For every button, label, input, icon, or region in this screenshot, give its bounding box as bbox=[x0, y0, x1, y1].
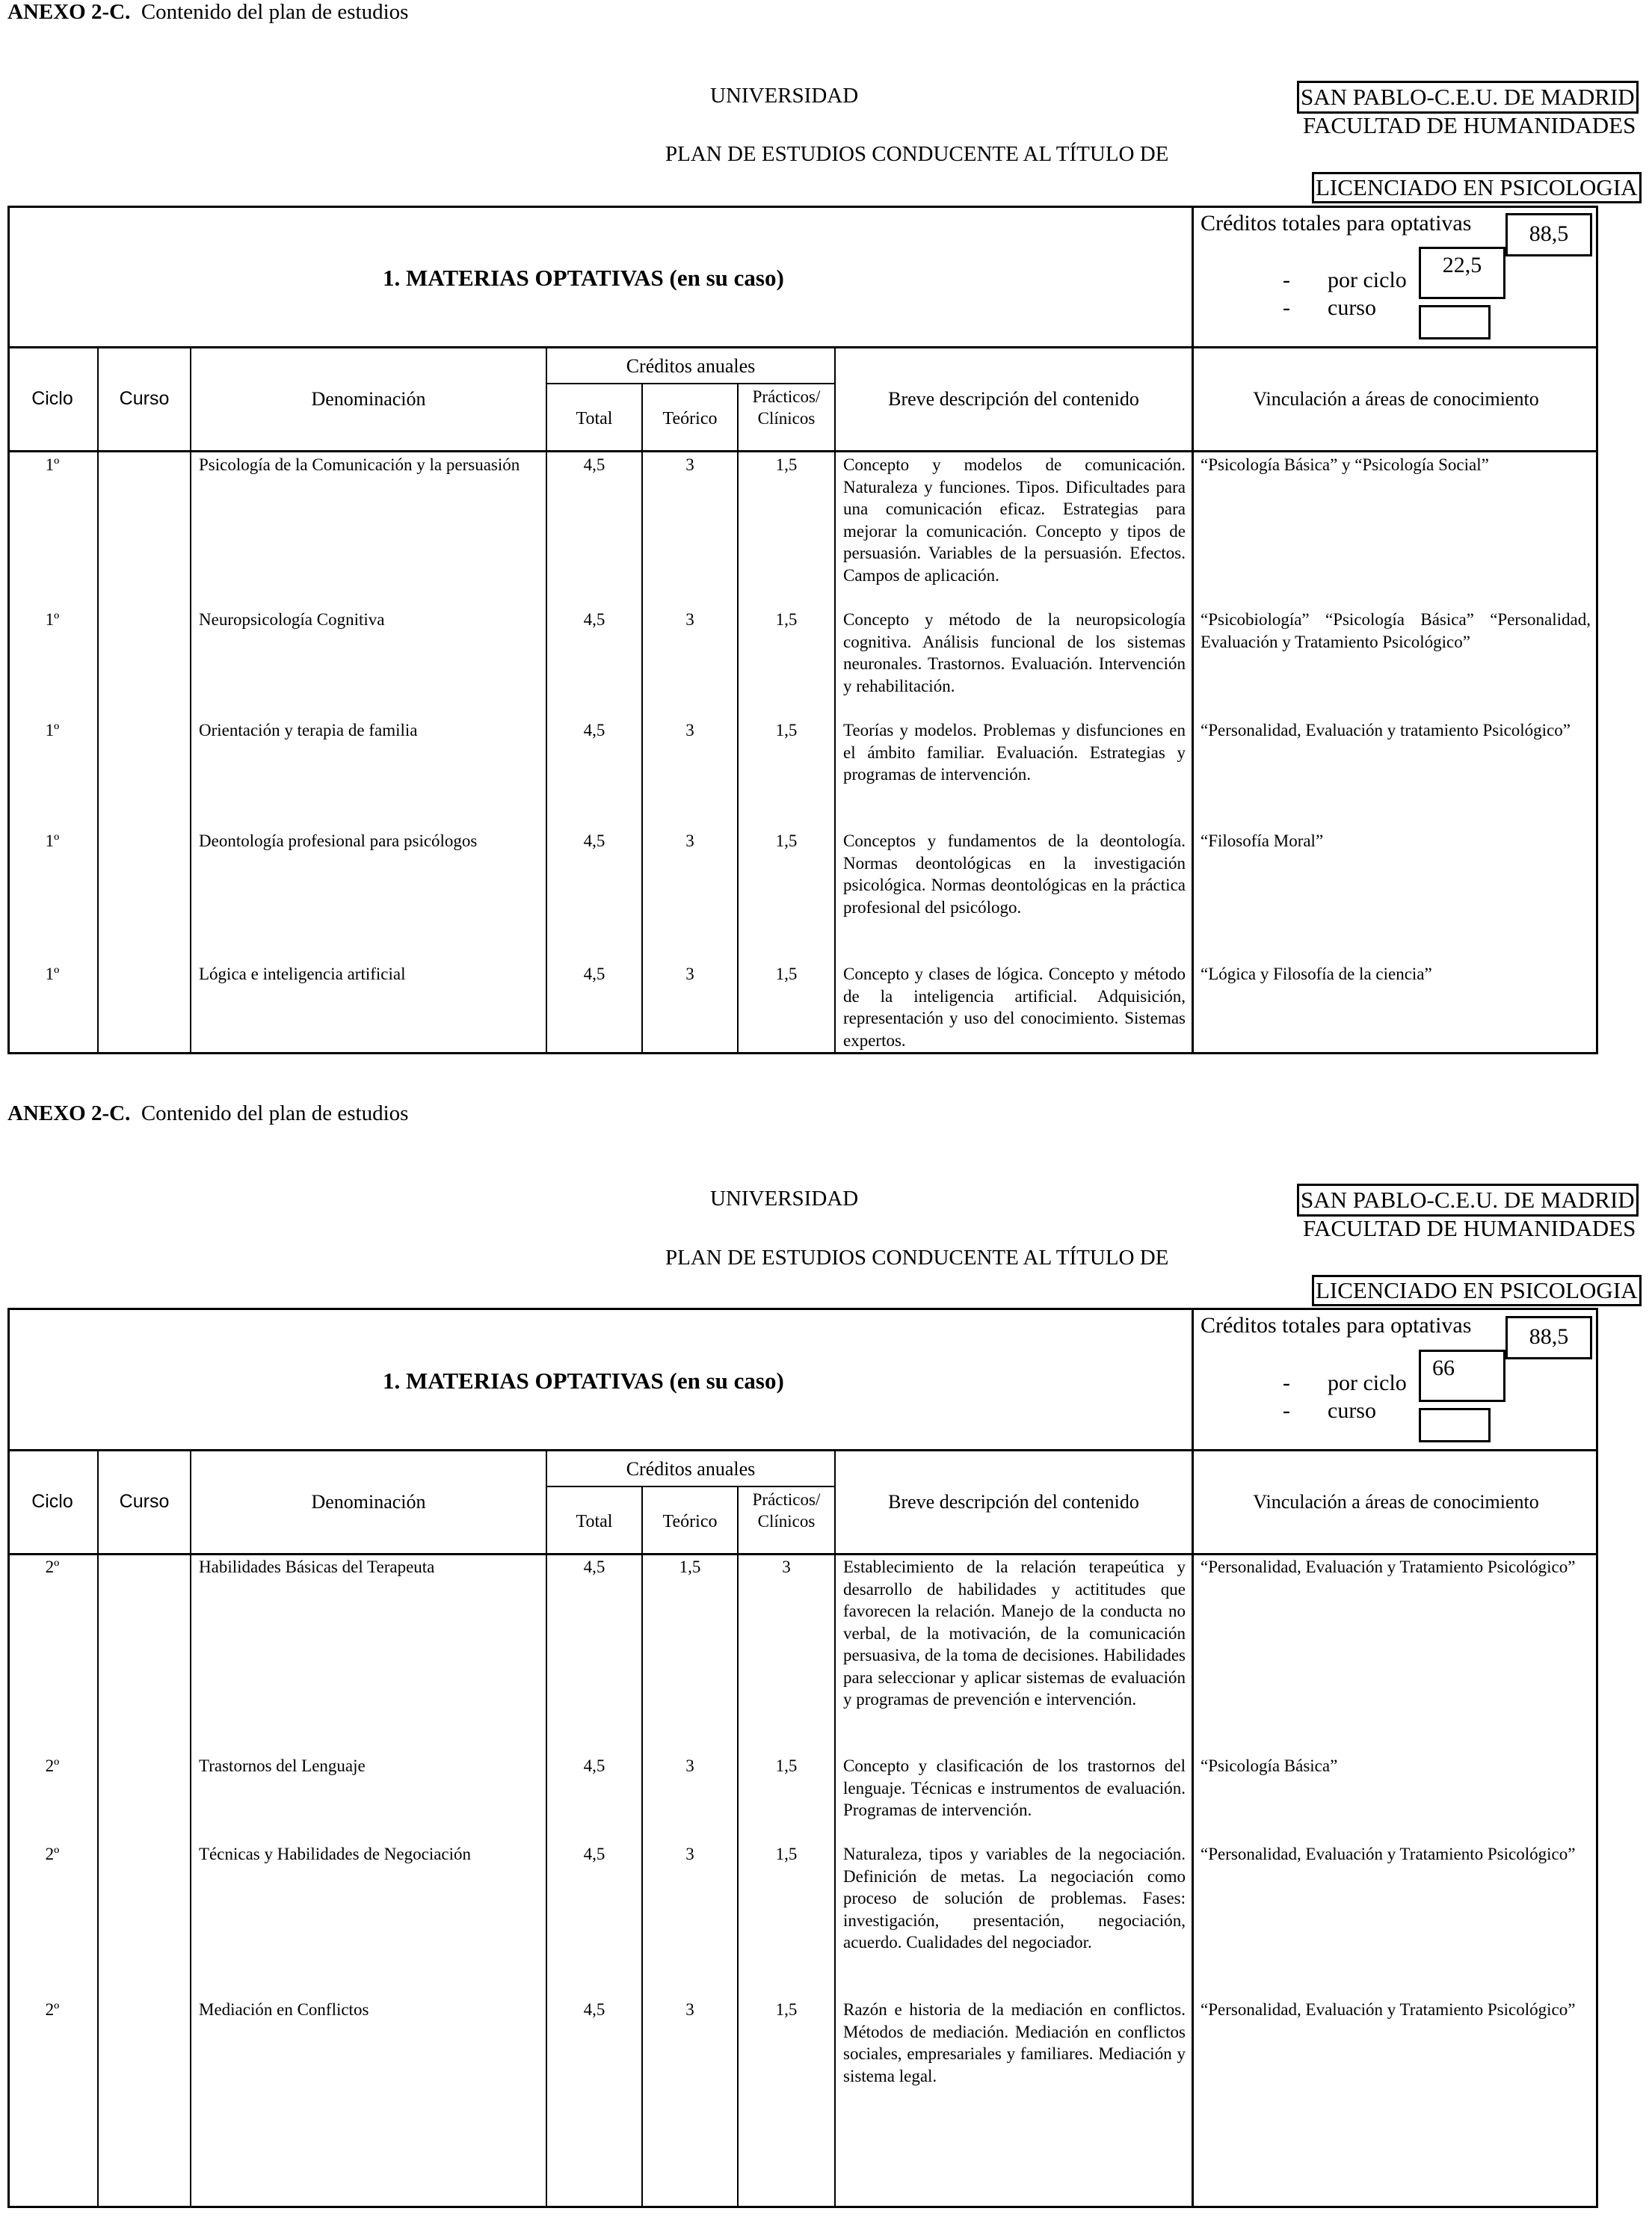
table-rule bbox=[737, 383, 739, 1054]
plan-label: PLAN DE ESTUDIOS CONDUCENTE AL TÍTULO DE bbox=[665, 142, 1169, 166]
universidad-name: SAN PABLO-C.E.U. DE MADRID bbox=[1297, 81, 1639, 114]
header-curso: Curso bbox=[119, 1491, 170, 1512]
table-rule bbox=[97, 1449, 99, 2208]
header-total: Total bbox=[576, 409, 613, 428]
cell-ciclo: 1º bbox=[45, 455, 60, 474]
cell-teorico: 3 bbox=[685, 1756, 694, 1775]
cell-ciclo: 2º bbox=[45, 1558, 60, 1576]
header-teorico: Teórico bbox=[662, 409, 718, 428]
curso-label: curso bbox=[1328, 1398, 1376, 1423]
table-rule bbox=[546, 1486, 834, 1487]
header-practicos: Prácticos/ bbox=[752, 387, 821, 406]
cell-descripcion: Conceptos y fundamentos de la deontología. Normas deontológicas en la investigación psicológica. Normas deontológicas en la práctica profesional del psicólogo. bbox=[843, 831, 1186, 917]
header-teorico: Teórico bbox=[662, 1512, 718, 1531]
cell-teorico: 3 bbox=[685, 1845, 694, 1863]
table-rule bbox=[546, 346, 547, 1054]
cell-ciclo: 1º bbox=[45, 721, 60, 740]
cell-vinculacion: “Personalidad, Evaluación y Tratamiento Psicológico” bbox=[1201, 1558, 1576, 1576]
table-rule bbox=[834, 1449, 836, 2208]
cell-practicos: 1,5 bbox=[775, 2000, 798, 2019]
cell-vinculacion: “Personalidad, Evaluación y Tratamiento Psicológico” bbox=[1201, 2000, 1576, 2019]
curso-label: curso bbox=[1328, 295, 1376, 320]
cell-ciclo: 2º bbox=[45, 2000, 60, 2019]
cell-vinculacion: “Psicología Básica” bbox=[1201, 1756, 1338, 1775]
header-ciclo: Ciclo bbox=[31, 1491, 73, 1512]
header-creditos-anuales: Créditos anuales bbox=[626, 355, 756, 377]
cell-denominacion: Psicología de la Comunicación y la persuasión bbox=[199, 455, 520, 474]
cell-practicos: 1,5 bbox=[775, 1845, 798, 1863]
por-ciclo-label: por ciclo bbox=[1328, 268, 1407, 292]
cell-practicos: 1,5 bbox=[775, 455, 798, 474]
table-rule bbox=[834, 346, 836, 1054]
cell-practicos: 3 bbox=[782, 1558, 791, 1576]
cell-denominacion: Lógica e inteligencia artificial bbox=[199, 965, 406, 983]
table-rule bbox=[641, 383, 643, 1054]
cell-denominacion: Mediación en Conflictos bbox=[199, 2000, 369, 2019]
cell-practicos: 1,5 bbox=[775, 831, 798, 850]
titulo-name: LICENCIADO EN PSICOLOGIA bbox=[1312, 1275, 1642, 1306]
por-ciclo-label: por ciclo bbox=[1328, 1371, 1407, 1395]
cell-practicos: 1,5 bbox=[775, 610, 798, 629]
header-vinculacion: Vinculación a áreas de conocimiento bbox=[1253, 1491, 1539, 1513]
table-rule bbox=[7, 450, 1598, 452]
cell-descripcion: Naturaleza, tipos y variables de la negociación. Definición de metas. La negociación como proceso de solución de problemas. Fases: investigación, presentación, negociación, acuerdo. Cualidades del negociador. bbox=[843, 1845, 1186, 1952]
facultad-name: FACULTAD DE HUMANIDADES bbox=[1303, 112, 1636, 138]
cell-practicos: 1,5 bbox=[775, 721, 798, 740]
table-rule bbox=[7, 1553, 1598, 1555]
creditos-total-box: 88,5 bbox=[1505, 213, 1592, 256]
anexo-heading: ANEXO 2-C. Contenido del plan de estudios bbox=[7, 0, 409, 24]
header-practicos: Prácticos/ bbox=[752, 1490, 821, 1509]
por-ciclo-box: 66 bbox=[1419, 1350, 1505, 1402]
table-rule bbox=[7, 1449, 1598, 1451]
header-clinicos: Clínicos bbox=[757, 1512, 816, 1531]
cell-teorico: 3 bbox=[685, 610, 694, 629]
cell-teorico: 3 bbox=[685, 455, 694, 474]
curso-box bbox=[1419, 305, 1491, 339]
cell-practicos: 1,5 bbox=[775, 965, 798, 983]
cell-descripcion: Establecimiento de la relación terapeútica y desarrollo de habilidades y actititudes que favorecen la relación. Manejo de la conducta no verbal, de la motivación, de la comunicación persuasiva, de la toma de decisiones. Habilidades para seleccionar y aplicar sistemas de evaluación y programas de prevención e intervención. bbox=[843, 1558, 1186, 1709]
universidad-name: SAN PABLO-C.E.U. DE MADRID bbox=[1297, 1184, 1639, 1217]
cell-total: 4,5 bbox=[583, 721, 605, 740]
cell-ciclo: 2º bbox=[45, 1756, 60, 1775]
cell-denominacion: Habilidades Básicas del Terapeuta bbox=[199, 1558, 435, 1576]
cell-teorico: 1,5 bbox=[679, 1558, 701, 1576]
table-rule bbox=[97, 346, 99, 1054]
anexo-heading: ANEXO 2-C. Contenido del plan de estudios bbox=[7, 1101, 409, 1125]
cell-teorico: 3 bbox=[685, 721, 694, 740]
cell-denominacion: Neuropsicología Cognitiva bbox=[199, 610, 385, 629]
header-denominacion: Denominación bbox=[311, 1491, 426, 1513]
cell-descripcion: Concepto y método de la neuropsicología cognitiva. Análisis funcional de los sistemas neuronales. Trastornos. Evaluación. Intervención y rehabilitación. bbox=[843, 610, 1186, 695]
cell-total: 4,5 bbox=[583, 831, 605, 850]
header-creditos-anuales: Créditos anuales bbox=[626, 1458, 756, 1480]
cell-vinculacion: “Filosofía Moral” bbox=[1201, 831, 1324, 850]
cell-vinculacion: “Personalidad, Evaluación y Tratamiento Psicológico” bbox=[1201, 1845, 1576, 1863]
cell-ciclo: 1º bbox=[45, 831, 60, 850]
cell-total: 4,5 bbox=[583, 1558, 605, 1576]
cell-descripcion: Concepto y clases de lógica. Concepto y método de la inteligencia artificial. Adquisición, representación y uso del conocimiento. Sistemas expertos. bbox=[843, 965, 1186, 1050]
list-dash: - bbox=[1283, 1371, 1290, 1395]
header-ciclo: Ciclo bbox=[31, 388, 73, 409]
por-ciclo-box: 22,5 bbox=[1419, 247, 1505, 299]
table-rule bbox=[190, 1449, 191, 2208]
creditos-total-box: 88,5 bbox=[1505, 1316, 1592, 1359]
cell-denominacion: Deontología profesional para psicólogos bbox=[199, 831, 478, 850]
header-total: Total bbox=[576, 1512, 613, 1531]
header-vinculacion: Vinculación a áreas de conocimiento bbox=[1253, 388, 1539, 410]
section-title: 1. MATERIAS OPTATIVAS (en su caso) bbox=[383, 265, 784, 291]
cell-total: 4,5 bbox=[583, 455, 605, 474]
cell-descripcion: Razón e historia de la mediación en conflictos. Métodos de mediación. Mediación en conflictos sociales, empresariales y familiares. Mediación y sistema legal. bbox=[843, 2000, 1186, 2085]
cell-ciclo: 1º bbox=[45, 965, 60, 983]
cell-teorico: 3 bbox=[685, 965, 694, 983]
cell-vinculacion: “Personalidad, Evaluación y tratamiento Psicológico” bbox=[1201, 721, 1571, 740]
cell-teorico: 3 bbox=[685, 2000, 694, 2019]
cell-vinculacion: “Psicología Básica” y “Psicología Social” bbox=[1201, 455, 1489, 474]
cell-denominacion: Orientación y terapia de familia bbox=[199, 721, 418, 740]
section-title: 1. MATERIAS OPTATIVAS (en su caso) bbox=[383, 1368, 784, 1394]
creditos-label: Créditos totales para optativas bbox=[1201, 211, 1472, 236]
table-rule bbox=[1192, 1308, 1194, 2208]
cell-teorico: 3 bbox=[685, 831, 694, 850]
list-dash: - bbox=[1283, 268, 1290, 292]
titulo-name: LICENCIADO EN PSICOLOGIA bbox=[1312, 172, 1642, 203]
cell-descripcion: Concepto y clasificación de los trastornos del lenguaje. Técnicas e instrumentos de evaluación. Programas de intervención. bbox=[843, 1756, 1186, 1819]
table-rule bbox=[190, 346, 191, 1054]
cell-total: 4,5 bbox=[583, 610, 605, 629]
cell-total: 4,5 bbox=[583, 1756, 605, 1775]
cell-vinculacion: “Psicobiología” “Psicología Básica” “Personalidad, Evaluación y Tratamiento Psicológico” bbox=[1201, 610, 1591, 651]
table-rule bbox=[1192, 206, 1194, 1054]
page-2 bbox=[0, 1101, 1652, 2214]
cell-total: 4,5 bbox=[583, 965, 605, 983]
table-rule bbox=[7, 346, 1598, 348]
header-descripcion: Breve descripción del contenido bbox=[888, 388, 1139, 410]
header-denominacion: Denominación bbox=[311, 388, 426, 410]
creditos-label: Créditos totales para optativas bbox=[1201, 1313, 1472, 1338]
curso-box bbox=[1419, 1408, 1491, 1442]
plan-label: PLAN DE ESTUDIOS CONDUCENTE AL TÍTULO DE bbox=[665, 1246, 1169, 1270]
facultad-name: FACULTAD DE HUMANIDADES bbox=[1303, 1215, 1636, 1241]
header-curso: Curso bbox=[119, 388, 170, 409]
cell-vinculacion: “Lógica y Filosofía de la ciencia” bbox=[1201, 965, 1432, 983]
cell-descripcion: Teorías y modelos. Problemas y disfunciones en el ámbito familiar. Evaluación. Estrategias y programas de intervención. bbox=[843, 721, 1186, 784]
cell-total: 4,5 bbox=[583, 1845, 605, 1863]
cell-ciclo: 2º bbox=[45, 1845, 60, 1863]
header-descripcion: Breve descripción del contenido bbox=[888, 1491, 1139, 1513]
cell-denominacion: Trastornos del Lenguaje bbox=[199, 1756, 366, 1775]
universidad-label: UNIVERSIDAD bbox=[710, 1187, 859, 1211]
header-clinicos: Clínicos bbox=[757, 409, 816, 428]
cell-ciclo: 1º bbox=[45, 610, 60, 629]
cell-total: 4,5 bbox=[583, 2000, 605, 2019]
list-dash: - bbox=[1283, 295, 1290, 320]
table-rule bbox=[546, 383, 834, 384]
list-dash: - bbox=[1283, 1398, 1290, 1423]
cell-denominacion: Técnicas y Habilidades de Negociación bbox=[199, 1845, 472, 1863]
cell-practicos: 1,5 bbox=[775, 1756, 798, 1775]
universidad-label: UNIVERSIDAD bbox=[710, 84, 859, 108]
cell-descripcion: Concepto y modelos de comunicación. Naturaleza y funciones. Tipos. Dificultades para una comunicación eficaz. Estrategias para mejorar la comunicación. Concepto y tipos de persuasión. Variables de la persuasión. Efectos. Campos de aplicación. bbox=[843, 455, 1186, 585]
